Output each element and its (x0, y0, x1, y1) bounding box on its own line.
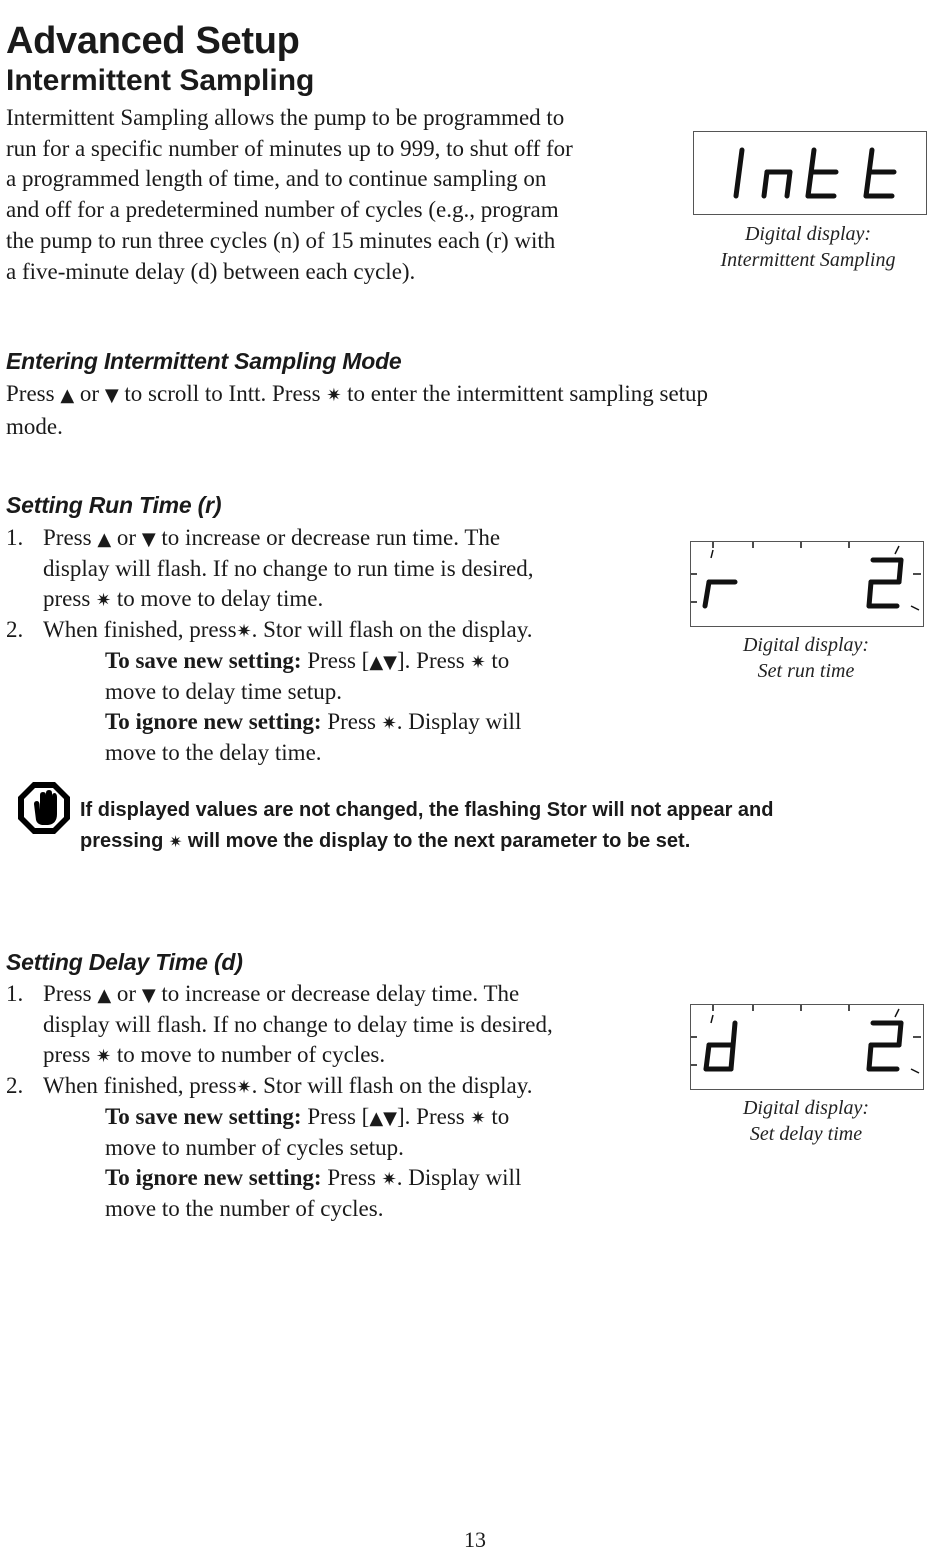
text: Press (327, 1165, 376, 1191)
delay-time-steps (6, 979, 676, 1229)
stop-hand-icon (16, 780, 72, 836)
text: Press (43, 525, 92, 550)
text: or (116, 525, 137, 550)
enter-key-icon: ✷ (96, 1046, 112, 1068)
page-title: Advanced Setup (6, 20, 300, 62)
enter-key-icon: ✷ (470, 651, 486, 673)
up-arrow-icon: ▲ (369, 1107, 384, 1129)
up-arrow-icon: ▲ (97, 529, 112, 550)
enter-key-icon: ✷ (236, 621, 252, 643)
ignore-label: To ignore new setting: (105, 709, 322, 735)
down-arrow-icon: ▼ (141, 985, 156, 1006)
notice-text (80, 795, 940, 857)
lcd-intt-graphic (694, 132, 926, 214)
text: to move to number of cycles. (116, 1042, 386, 1068)
text: Press [ (307, 1103, 370, 1129)
text: to (491, 647, 510, 673)
section-title: Intermittent Sampling (6, 64, 315, 97)
delay-time-heading: Setting Delay Time (d) (6, 949, 243, 975)
text: . Stor will flash on the display. (251, 617, 533, 643)
text: move to the number of cycles. (105, 1195, 384, 1221)
notice-line: If displayed values are not changed, the flashing Stor will not appear and (80, 799, 774, 821)
text: ]. Press (397, 647, 465, 673)
delay-time-caption (688, 1095, 924, 1147)
step-number: 2. (6, 617, 24, 643)
text: or (116, 981, 137, 1006)
text: pressing (80, 829, 164, 852)
intro-line: a programmed length of time, and to continue sampling on (6, 166, 547, 192)
caption-line: Set delay time (749, 1123, 863, 1145)
enter-key-icon: ✷ (381, 713, 397, 735)
text: or (79, 381, 100, 406)
entering-heading: Entering Intermittent Sampling Mode (6, 348, 402, 374)
lcd-tick-marks (691, 1005, 921, 1073)
lcd-display-intt (693, 131, 927, 215)
enter-key-icon: ✷ (326, 385, 342, 406)
caption-line: Digital display: (742, 634, 870, 656)
text: move to the delay time. (105, 739, 322, 765)
intro-line: Intermittent Sampling allows the pump to be programmed to (6, 105, 565, 130)
text: move to delay time setup. (105, 678, 342, 704)
lcd-delay-segments (706, 1023, 901, 1069)
text: to (491, 1103, 510, 1129)
caption-line: Digital display: (744, 223, 872, 245)
text: . Display will (396, 1165, 522, 1191)
save-label: To save new setting: (105, 1103, 302, 1129)
save-label: To save new setting: (105, 647, 302, 673)
down-arrow-icon: ▼ (383, 1107, 397, 1129)
intro-line: run for a specific number of minutes up to 999, to shut off for (6, 135, 573, 161)
text: display will flash. If no change to run time is desired, (43, 555, 534, 581)
text: When finished, press (43, 617, 237, 643)
caption-line: Set run time (757, 660, 855, 682)
up-arrow-icon: ▲ (97, 985, 112, 1006)
text: will move the display to the next parameter to be set. (187, 829, 691, 852)
text: Press [ (307, 647, 370, 673)
intt-caption (690, 221, 926, 273)
text: press (43, 1042, 91, 1068)
text: Press (6, 381, 55, 406)
text: to increase or decrease delay time. The (161, 981, 520, 1006)
text: Press (327, 709, 376, 735)
ignore-label: To ignore new setting: (105, 1165, 322, 1191)
lcd-delay-graphic (691, 1005, 923, 1089)
text: mode. (6, 413, 63, 439)
lcd-tick-marks (691, 542, 921, 610)
down-arrow-icon: ▼ (383, 651, 397, 673)
enter-key-icon: ✷ (470, 1107, 486, 1129)
step-number: 2. (6, 1073, 24, 1099)
lcd-intt-segments (736, 150, 894, 196)
text: . Stor will flash on the display. (251, 1073, 533, 1099)
page-number: 13 (464, 1527, 486, 1552)
text: to enter the intermittent sampling setup (347, 381, 709, 406)
text: move to number of cycles setup. (105, 1134, 404, 1160)
text: press (43, 586, 91, 612)
text: . Display will (396, 709, 522, 735)
caption-line: Digital display: (742, 1097, 870, 1119)
run-time-heading: Setting Run Time (r) (6, 492, 222, 518)
text: to scroll to Intt. Press (124, 381, 321, 406)
down-arrow-icon: ▼ (141, 529, 156, 550)
lcd-run-graphic (691, 542, 923, 626)
intro-line: the pump to run three cycles (n) of 15 minutes each (r) with (6, 227, 556, 253)
enter-key-icon: ✷ (381, 1169, 397, 1191)
enter-key-icon: ✷ (168, 831, 183, 851)
text: to increase or decrease run time. The (161, 525, 501, 550)
intro-paragraph (6, 103, 676, 287)
lcd-display-delay-time (690, 1004, 924, 1090)
text: display will flash. If no change to delay time is desired, (43, 1011, 553, 1037)
lcd-run-segments (705, 560, 901, 606)
enter-key-icon: ✷ (236, 1077, 252, 1099)
run-time-steps (6, 523, 666, 773)
enter-key-icon: ✷ (96, 590, 112, 612)
caption-line: Intermittent Sampling (720, 249, 896, 271)
intro-line: a five-minute delay (d) between each cycle). (6, 258, 416, 284)
text: Press (43, 981, 92, 1006)
step-number: 1. (6, 525, 24, 550)
text: to move to delay time. (116, 586, 324, 612)
entering-paragraph (6, 379, 906, 442)
intro-line: and off for a predetermined number of cycles (e.g., program (6, 197, 559, 223)
text: ]. Press (397, 1103, 465, 1129)
step-number: 1. (6, 981, 24, 1006)
up-arrow-icon: ▲ (369, 651, 384, 673)
down-arrow-icon: ▼ (104, 385, 119, 406)
run-time-caption (688, 632, 924, 684)
text: When finished, press (43, 1073, 237, 1099)
up-arrow-icon: ▲ (60, 385, 75, 406)
lcd-display-run-time (690, 541, 924, 627)
